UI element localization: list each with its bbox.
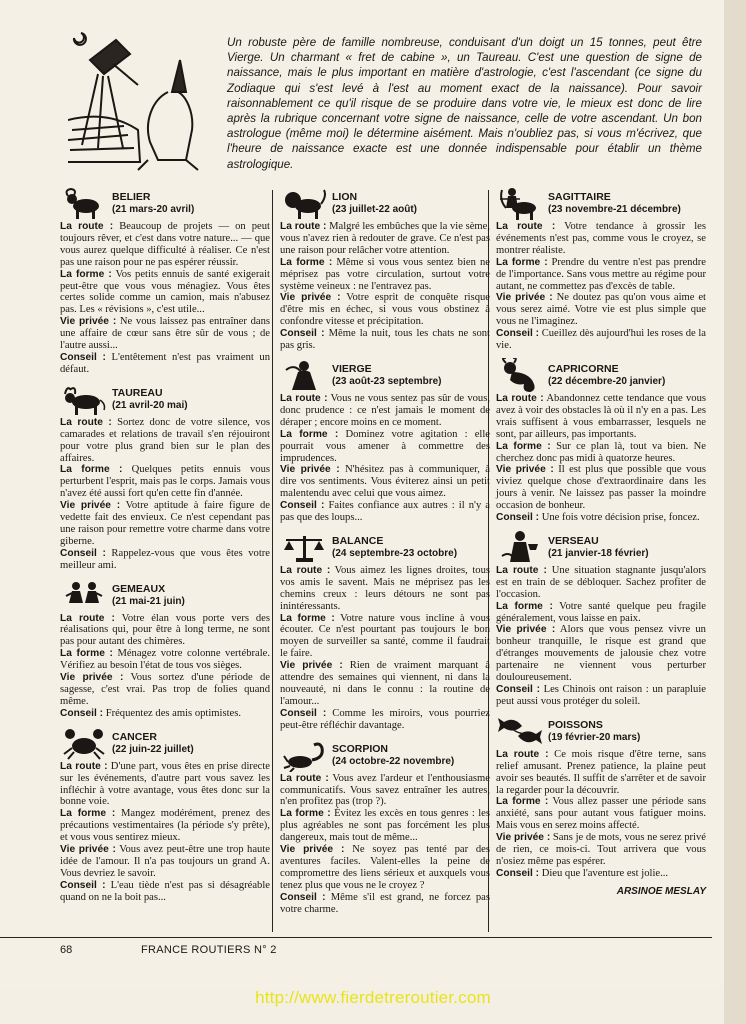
forme-paragraph — [496, 441, 706, 465]
forme-text: Votre nature vous incline à vous écouter. Ce n'est pourtant pas toujours le bon moyen de surveiller sa santé, comme il faudrait le faire. — [280, 612, 490, 660]
sign-dates: (23 août-23 septembre) — [332, 375, 442, 387]
bull-icon — [62, 382, 106, 416]
sign-dates: (22 décembre-20 janvier) — [548, 375, 666, 387]
conseil-paragraph — [60, 352, 270, 376]
conseil-paragraph — [496, 868, 706, 880]
virgin-icon — [282, 358, 326, 392]
vie-paragraph — [280, 660, 490, 708]
vie-text: Votre esprit de conquête risque d'être mis en échec, si vous vous obstinez à confondre vitesse et précipitation. — [280, 292, 490, 328]
forme-label: La forme : — [60, 648, 113, 660]
conseil-text: Rappelez-vous que vous êtes votre meilleur ami. — [60, 547, 270, 571]
sign-dates: (22 juin-22 juillet) — [112, 743, 194, 755]
route-paragraph — [60, 761, 270, 809]
route-paragraph — [60, 221, 270, 269]
conseil-text: Faites confiance aux autres : il n'y a pas que des loups... — [280, 500, 490, 524]
conseil-text: Dieu que l'aventure est jolie... — [541, 867, 669, 879]
route-text: D'une part, vous êtes en prise directe sur les événements, d'autre part vous savez les infléchir à votre avantage, vous êtes donc sur la bonne voie. — [60, 760, 270, 808]
route-paragraph — [60, 613, 270, 649]
conseil-label: Conseil : — [60, 351, 106, 363]
forme-paragraph — [60, 464, 270, 500]
vie-paragraph — [496, 832, 706, 868]
forme-label: La forme : — [280, 612, 335, 624]
sign-heading — [280, 186, 490, 220]
archer-icon — [498, 186, 542, 220]
forme-paragraph — [496, 796, 706, 832]
vie-paragraph — [60, 844, 270, 880]
forme-label: La forme : — [496, 796, 549, 808]
sign-dates: (21 mai-21 juin) — [112, 595, 185, 607]
route-paragraph — [280, 773, 490, 809]
forme-label: La forme : — [496, 440, 551, 452]
sign-heading — [60, 382, 270, 416]
vie-label: Vie privée : — [496, 464, 554, 476]
vie-label: Vie privée : — [60, 844, 116, 856]
forme-text: Vous allez passer une période sans anxiété, sans pour autant vous fatiguer moins. Mais vous en serez moins affecté. — [496, 796, 707, 832]
lion-icon — [282, 186, 326, 220]
sign-heading — [496, 358, 706, 392]
forme-text: Sur ce plan là, tout va bien. Ne cherchez donc pas midi à quatorze heures. — [496, 440, 706, 464]
conseil-label: Conseil : — [496, 684, 540, 695]
sign-dates: (21 janvier-18 février) — [548, 547, 649, 559]
forme-label: La forme : — [496, 256, 548, 268]
author-signature: ARSINOE MESLAY — [616, 885, 706, 897]
scales-icon — [282, 530, 326, 564]
goat-icon — [498, 358, 542, 392]
sign-dates: (23 novembre-21 décembre) — [548, 204, 681, 215]
sign-heading — [496, 186, 706, 220]
route-label: La route : — [60, 612, 115, 624]
route-text: Beaucoup de projets — on peut toujours rêver, et c'est dans votre nature... — que vous aurez quelque difficulté à réaliser. Ce n'est pas une raison pour ne pas espérer réussir. — [60, 221, 270, 268]
vie-text: Vous avez peut-être une trop haute idée de l'amour. Il n'a pas toujours un grand A. Vous devriez le savoir. — [60, 844, 270, 879]
sign-heading — [496, 530, 706, 564]
vie-label: Vie privée : — [280, 464, 340, 476]
route-text: Votre élan vous porte vers des réalisations qui, pour être à long terme, ne sont pas pour autant des chimères. — [60, 612, 270, 648]
forme-label: La forme : — [280, 428, 339, 440]
vie-label: Vie privée : — [280, 292, 341, 304]
forme-paragraph — [280, 429, 490, 465]
forme-paragraph — [280, 257, 490, 293]
horoscope-entry — [496, 714, 706, 880]
route-label: La route : — [280, 772, 329, 784]
vie-paragraph — [60, 672, 270, 708]
route-text: Abandonnez cette tendance que vous avez à voir des obstacles là où il n'y en a pas. Les vrais suffisent à vous embarrasser, lesquels ne sont, par ailleurs, pas importants. — [496, 392, 706, 440]
sign-dates: (21 avril-20 mai) — [112, 399, 188, 411]
conseil-paragraph — [280, 708, 490, 732]
sign-heading — [280, 738, 490, 772]
forme-paragraph — [280, 613, 490, 661]
conseil-label: Conseil : — [496, 328, 540, 340]
sign-name: VERSEAU — [548, 534, 599, 547]
horoscope-entry — [280, 186, 490, 352]
conseil-paragraph — [280, 500, 490, 524]
route-paragraph — [496, 221, 706, 257]
sign-heading — [60, 578, 270, 612]
sign-heading — [280, 358, 490, 392]
conseil-paragraph — [280, 892, 490, 916]
vie-label: Vie privée : — [60, 500, 121, 512]
forme-label: La forme : — [60, 464, 123, 476]
sign-name: GEMEAUX — [112, 582, 166, 595]
vie-paragraph — [496, 292, 706, 328]
conseil-paragraph — [60, 880, 270, 904]
conseil-label: Conseil : — [280, 707, 327, 719]
horoscope-column — [280, 186, 490, 922]
vie-text: Ne doutez pas qu'on vous aime et vous serez aimé. Votre vie est plus simple que vous ne l'imaginez. — [496, 292, 706, 328]
vie-label: Vie privée : — [280, 844, 345, 856]
conseil-label: Conseil : — [496, 867, 540, 879]
vie-paragraph — [60, 316, 270, 352]
sign-name: BELIER — [112, 191, 151, 203]
route-paragraph — [496, 393, 706, 441]
route-label: La route : — [60, 221, 114, 232]
vie-paragraph — [496, 624, 706, 684]
conseil-label: Conseil : — [496, 512, 540, 524]
forme-paragraph — [60, 808, 270, 844]
route-label: La route : — [496, 221, 556, 232]
vie-text: Ne vous laissez pas entraîner dans une affaire de cœur sans être sûr de vous ; de l'autre aussi... — [60, 316, 270, 352]
conseil-paragraph — [496, 328, 706, 352]
route-text: Votre tendance à grossir les événements n'est pas, comme vous le croyez, se montrer réaliste. — [496, 221, 706, 256]
vie-label: Vie privée : — [60, 316, 117, 328]
conseil-label: Conseil : — [60, 879, 106, 891]
forme-paragraph — [60, 269, 270, 317]
watermark-url: http://www.fierdetreroutier.com — [255, 988, 491, 1007]
conseil-paragraph — [60, 548, 270, 572]
route-label: La route : — [496, 748, 549, 760]
vie-text: Ne soyez pas tenté par des aventures faciles. Valent-elles la peine de compromettre des liens sérieux et auxquels vous tenez plus que vous ne le croyez ? — [280, 844, 490, 891]
vie-paragraph — [496, 464, 706, 512]
horoscope-column — [496, 186, 706, 898]
conseil-label: Conseil : — [280, 891, 326, 903]
sign-dates: (19 février-20 mars) — [548, 731, 641, 743]
forme-paragraph — [280, 808, 490, 844]
horoscope-entry — [280, 530, 490, 732]
route-text: Vous aimez les lignes droites, tous vos amis le savent. Mais ne méprisez pas les chemins creux : leurs détours ne sont pas inintéressants. — [280, 564, 491, 612]
route-label: La route : — [60, 760, 108, 772]
conseil-text: Comme les miroirs, vous pourriez peut-être réfléchir davantage. — [280, 707, 490, 731]
route-paragraph — [60, 417, 270, 465]
forme-label: La forme : — [280, 256, 333, 268]
twins-icon — [62, 578, 106, 612]
horoscope-entry — [496, 358, 706, 524]
sign-name: CANCER — [112, 730, 157, 743]
conseil-paragraph — [496, 684, 706, 708]
sign-name: VIERGE — [332, 362, 372, 375]
vie-label: Vie privée : — [60, 672, 124, 684]
sign-name: LION — [332, 191, 358, 203]
route-label: La route : — [280, 564, 331, 576]
magazine-title: FRANCE ROUTIERS N° 2 — [141, 944, 277, 956]
conseil-label: Conseil : — [60, 547, 106, 559]
conseil-paragraph — [60, 708, 270, 720]
route-label: La route : — [280, 392, 328, 404]
vie-label: Vie privée : — [496, 832, 551, 844]
vie-paragraph — [280, 844, 490, 892]
conseil-text: Même s'il est grand, ne forcez pas votre charme. — [280, 891, 490, 915]
fish-icon — [498, 714, 542, 748]
conseil-label: Conseil : — [60, 707, 104, 719]
horoscope-entry — [280, 738, 490, 916]
conseil-text: Cueillez dès aujourd'hui les roses de la vie. — [496, 328, 706, 352]
sign-name: CAPRICORNE — [548, 362, 619, 375]
forme-text: Mangez modérément, prenez des précautions vestimentaires (la période s'y prête), et vous vous sentirez mieux. — [60, 808, 271, 844]
crab-icon — [62, 726, 106, 760]
horoscope-entry — [60, 186, 270, 376]
forme-text: Votre santé quelque peu fragile généralement, vous laisse en paix. — [496, 600, 706, 624]
horoscope-entry — [60, 382, 270, 572]
vie-label: Vie privée : — [496, 624, 556, 636]
conseil-paragraph — [280, 328, 490, 352]
conseil-text: L'entêtement n'est pas vraiment un défaut. — [60, 351, 270, 375]
vie-paragraph — [280, 464, 490, 500]
route-text: Ce mois risque d'être terne, sans relief amusant. Prenez patience, la plaine peut avoir ses beautés. Il suffit de s'arrêter et de savoir la regarder pour la découvrir. — [496, 748, 706, 796]
scorpion-icon — [282, 738, 326, 772]
forme-text: Ménagez votre colonne vertébrale. Vérifiez au besoin l'état de tous vos sièges. — [60, 648, 271, 672]
vie-paragraph — [280, 292, 490, 328]
forme-text: Même si vous vous sentez bien ne méprisez pas votre circulation, surtout votre système veineux : ne l'entravez pas. — [280, 256, 490, 292]
vie-text: Alors que vous pensez vivre un bonheur tranquille, le risque est grand que d'étranges mouvements de jalousie chez votre partenaire ne viennent vous perturber douloureusement. — [496, 624, 706, 684]
sign-heading — [496, 714, 706, 748]
route-text: Une situation stagnante jusqu'alors est en train de se débloquer. Sachez profiter de l'occasion. — [496, 564, 706, 600]
route-text: Vous avez l'ardeur et l'enthousiasme communicatifs. Vous savez entraîner les autres, n'en profitez pas (trop ?). — [280, 772, 490, 808]
sign-dates: (24 septembre-23 octobre) — [332, 547, 458, 559]
conseil-text: Une fois votre décision prise, foncez. — [541, 512, 700, 524]
horoscope-entry — [496, 186, 706, 352]
route-label: La route : — [496, 564, 547, 576]
vie-label: Vie privée : — [280, 660, 343, 672]
forme-paragraph — [496, 601, 706, 625]
conseil-text: Les Chinois ont raison : un parapluie peut aussi vous protéger du soleil. — [496, 684, 706, 707]
page-number: 68 — [60, 944, 73, 956]
conseil-text: Même la nuit, tous les chats ne sont pas gris. — [280, 328, 490, 352]
forme-paragraph — [496, 257, 706, 293]
footer-rule — [0, 937, 712, 938]
sign-heading — [60, 726, 270, 760]
route-paragraph — [280, 565, 490, 613]
forme-text: Prendre du ventre n'est pas prendre de l'importance. Sans vous mettre au régime pour autant, ne commettez pas d'excès de table. — [496, 256, 707, 292]
vie-label: Vie privée : — [496, 292, 553, 304]
sign-dates: (24 octobre-22 novembre) — [332, 755, 455, 767]
vie-paragraph — [60, 500, 270, 548]
conseil-paragraph — [496, 512, 706, 524]
horoscope-column — [60, 186, 270, 910]
astrologer-illustration — [68, 30, 218, 180]
sign-heading — [60, 186, 270, 220]
conseil-label: Conseil : — [280, 328, 325, 340]
column-divider — [272, 190, 273, 932]
vie-text: N'hésitez pas à communiquer, à dire vos sentiments. Vous éviterez ainsi un petit malentendu avec celui que vous aimez. — [280, 464, 490, 500]
route-paragraph — [280, 221, 490, 257]
vie-text: Votre aptitude à faire figure de vedette fait des envieux. Ce n'est cependant pas une raison pour remettre votre charme dans votre giberne. — [60, 500, 270, 547]
vie-text: Sans je de mots, vous ne serez privé de rien, ce mois-ci. Tout arrivera que vous n'osiez même pas espérer. — [496, 832, 706, 867]
vie-text: Vous sortez d'une période de sagesse, c'est vrai. Pas trop de folies quand même. — [60, 672, 270, 707]
route-paragraph — [496, 565, 706, 601]
vie-text: Il est plus que possible que vous viviez quelque chose d'extraordinaire dans les jours à venir. Ne laissez pas passer la moindre occasion de bonheur. — [496, 464, 706, 512]
route-label: La route : — [496, 392, 544, 404]
conseil-text: Fréquentez des amis optimistes. — [105, 707, 242, 719]
forme-label: La forme : — [60, 808, 116, 820]
horoscope-entry — [60, 578, 270, 720]
conseil-label: Conseil : — [280, 500, 325, 512]
page-edge — [724, 0, 746, 1024]
sign-name: TAUREAU — [112, 386, 163, 399]
forme-text: Dominez votre agitation : elle pourrait vous amener à commettre des imprudences. — [280, 428, 491, 464]
vie-text: Rien de vraiment marquant à attendre des semaines qui viennent, ni dans la nouveauté, ni dans le connu : la routine de l'amour... — [280, 660, 490, 707]
sign-name: SAGITTAIRE — [548, 191, 611, 203]
water-bearer-icon — [498, 530, 542, 564]
sign-name: BALANCE — [332, 534, 384, 547]
horoscope-entry — [496, 530, 706, 708]
horoscope-entry — [60, 726, 270, 904]
route-text: Vous ne vous sentez pas sûr de vous, donc prudence : ce n'est jamais le moment de déraper ; encore moins en ce moment. — [280, 392, 490, 428]
route-text: Malgré les embûches que la vie sème, vous n'avez rien à redouter de grave. Ce n'est pas une raison pour relâcher votre attention. — [280, 221, 490, 256]
conseil-text: L'eau tiède n'est pas si désagréable quand on ne la boit pas... — [60, 879, 270, 903]
route-paragraph — [280, 393, 490, 429]
forme-text: Vos petits ennuis de santé exigerait peut-être que vous vous ménagiez. Vous êtes certes solide comme un camion, mais n'abusez pas. Les « révisions », c'est utile... — [60, 268, 270, 316]
route-text: Sortez donc de votre silence, vos camarades et relations de travail s'en réjouiront pour votre plus grand bien sur le plan des affaires. — [60, 416, 270, 464]
forme-text: Quelques petits ennuis vous perturbent l'esprit, mais pas le corps. Jamais vous n'avez été aussi fort qu'en cette fin d'année. — [60, 464, 270, 500]
forme-paragraph — [60, 648, 270, 672]
ram-icon — [62, 186, 106, 220]
route-paragraph — [496, 749, 706, 797]
forme-label: La forme : — [496, 600, 553, 612]
sign-name: SCORPION — [332, 742, 389, 755]
sign-heading — [280, 530, 490, 564]
route-label: La route : — [60, 416, 112, 428]
forme-label: La forme : — [60, 268, 112, 280]
sign-dates: (23 juillet-22 août) — [332, 204, 418, 215]
forme-label: La forme : — [280, 808, 331, 820]
sign-dates: (21 mars-20 avril) — [112, 204, 195, 215]
horoscope-entry — [280, 358, 490, 524]
intro-paragraph: Un robuste père de famille nombreuse, conduisant d'un doigt un 15 tonnes, peut être Vierge. Un charmant « fret de cabine », un Taureau. C'est une question de signe de naissance, mais le plus important en matière d'astrologie, c'est l'ascendant (ce signe du Zodiaque qui s'est levé à l'est au moment exact de la naissance). Pour savoir raisonnablement ce qu'il risque de se produire dans votre vie, le mieux est donc de lire après la rubrique concernant votre signe de naissance, celle de votre ascendant. Un bon astrologue (même moi) le détermine aisément. Mais n'oubliez pas, si vous m'écrivez, que l'heure de naissance exacte est une donnée indispensable pour établir un thème astrologique. — [227, 36, 702, 171]
forme-text: Évitez les excès en tous genres : les plus agréables ne sont pas forcément les plus dangereux, mais tout de même... — [280, 808, 490, 844]
sign-name: POISSONS — [548, 718, 603, 731]
route-label: La route : — [280, 221, 327, 232]
